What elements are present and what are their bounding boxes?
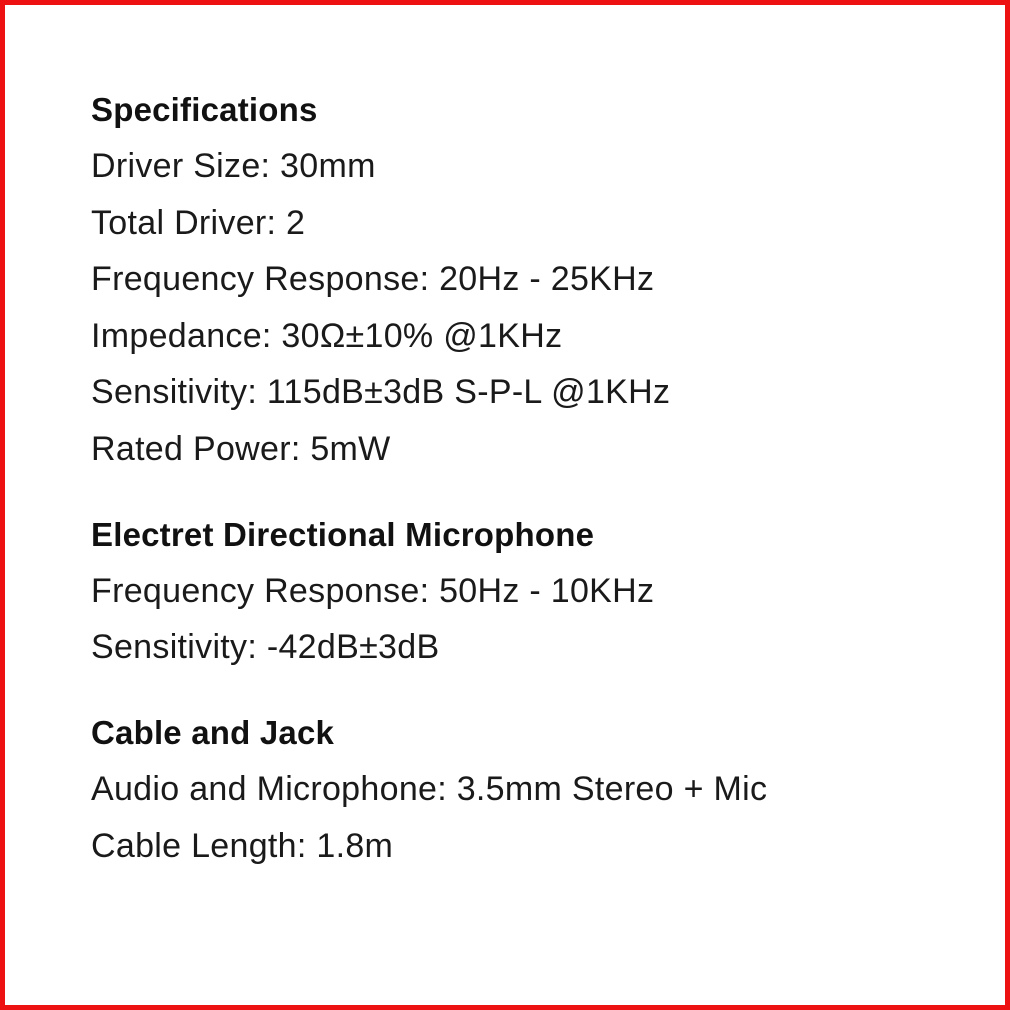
spec-line-rated-power: Rated Power: 5mW [91, 429, 391, 468]
spec-line-mic-frequency-response: Frequency Response: 50Hz - 10KHz [91, 571, 655, 610]
specifications-section [91, 87, 971, 472]
spec-line-impedance: Impedance: 30Ω±10% @1KHz [91, 316, 563, 355]
spec-line-audio-microphone: Audio and Microphone: 3.5mm Stereo + Mic [91, 770, 768, 808]
section-heading: Cable and Jack [91, 714, 335, 751]
section-heading: Electret Directional Microphone [91, 515, 595, 553]
section-heading: Specifications [91, 91, 318, 128]
spec-line-frequency-response: Frequency Response: 20Hz - 25KHz [91, 260, 655, 298]
spec-line-total-driver: Total Driver: 2 [91, 203, 306, 242]
spec-sheet [91, 87, 971, 879]
microphone-section [91, 512, 971, 671]
cable-jack-section [91, 710, 971, 869]
spec-line-driver-size: Driver Size: 30mm [91, 147, 376, 185]
spec-line-mic-sensitivity: Sensitivity: -42dB±3dB [91, 628, 440, 666]
spec-line-cable-length: Cable Length: 1.8m [91, 826, 394, 865]
spec-line-sensitivity: Sensitivity: 115dB±3dB S-P-L @1KHz [91, 373, 671, 411]
